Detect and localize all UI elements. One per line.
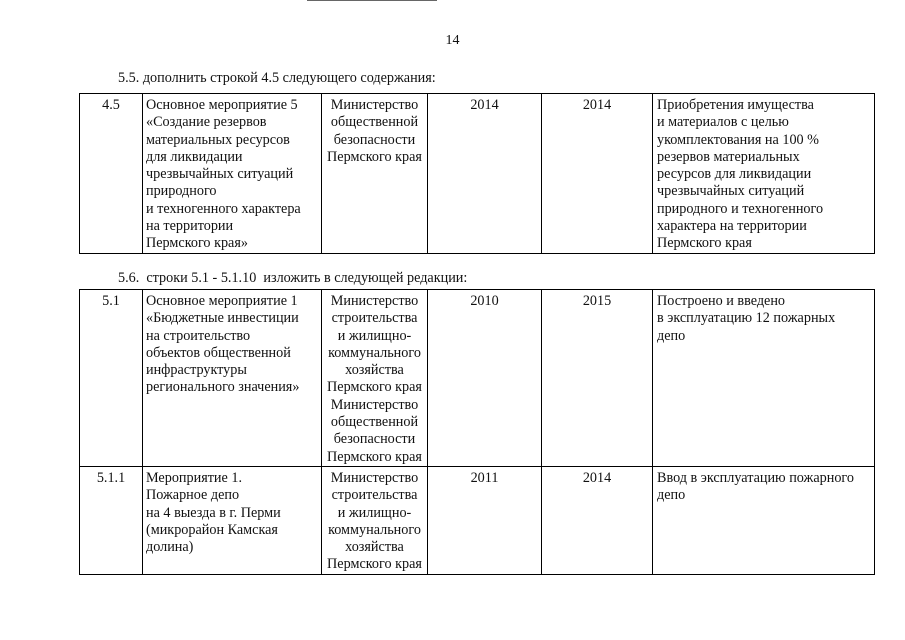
cell-number: 4.5 <box>80 94 143 254</box>
cell-responsible-executor: Министерство строительства и жилищно- коммунального хозяйства Пермского края <box>322 466 428 574</box>
table-row <box>80 466 875 574</box>
amendment-paragraph-5-6: 5.6. строки 5.1 - 5.1.10 изложить в следующей редакции: <box>118 270 468 286</box>
measures-table-added-row <box>79 93 875 254</box>
page-number: 14 <box>445 33 460 48</box>
cell-expected-result: Приобретения имущества и материалов с целью укомплектования на 100 % резервов материальных ресурсов для ликвидации чрезвычайных ситуаций природного и техногенного характера на территории Пермского края <box>653 94 875 254</box>
cell-responsible-executor: Министерство общественной безопасности Пермского края <box>322 94 428 254</box>
table-row <box>80 290 875 467</box>
cell-end-year: 2014 <box>542 94 653 254</box>
cell-number: 5.1.1 <box>80 466 143 574</box>
top-rule <box>307 0 437 1</box>
cell-measure-name: Мероприятие 1. Пожарное депо на 4 выезда в г. Перми (микрорайон Камская долина) <box>143 466 322 574</box>
cell-number: 5.1 <box>80 290 143 467</box>
cell-end-year: 2014 <box>542 466 653 574</box>
cell-measure-name: Основное мероприятие 5 «Создание резервов материальных ресурсов для ликвидации чрезвычайных ситуаций природного и техногенного характера на территории Пермского края» <box>143 94 322 254</box>
table-row <box>80 94 875 254</box>
amendment-paragraph-5-5: 5.5. дополнить строкой 4.5 следующего содержания: <box>118 70 436 86</box>
cell-responsible-executor: Министерство строительства и жилищно- коммунального хозяйства Пермского края Министерство общественной безопасности Пермского края <box>322 290 428 467</box>
cell-start-year: 2014 <box>428 94 542 254</box>
cell-expected-result: Построено и введено в эксплуатацию 12 пожарных депо <box>653 290 875 467</box>
cell-start-year: 2011 <box>428 466 542 574</box>
cell-expected-result: Ввод в эксплуатацию пожарного депо <box>653 466 875 574</box>
cell-end-year: 2015 <box>542 290 653 467</box>
cell-start-year: 2010 <box>428 290 542 467</box>
cell-measure-name: Основное мероприятие 1 «Бюджетные инвестиции на строительство объектов общественной инфраструктуры регионального значения» <box>143 290 322 467</box>
measures-table-revised-rows <box>79 289 875 575</box>
